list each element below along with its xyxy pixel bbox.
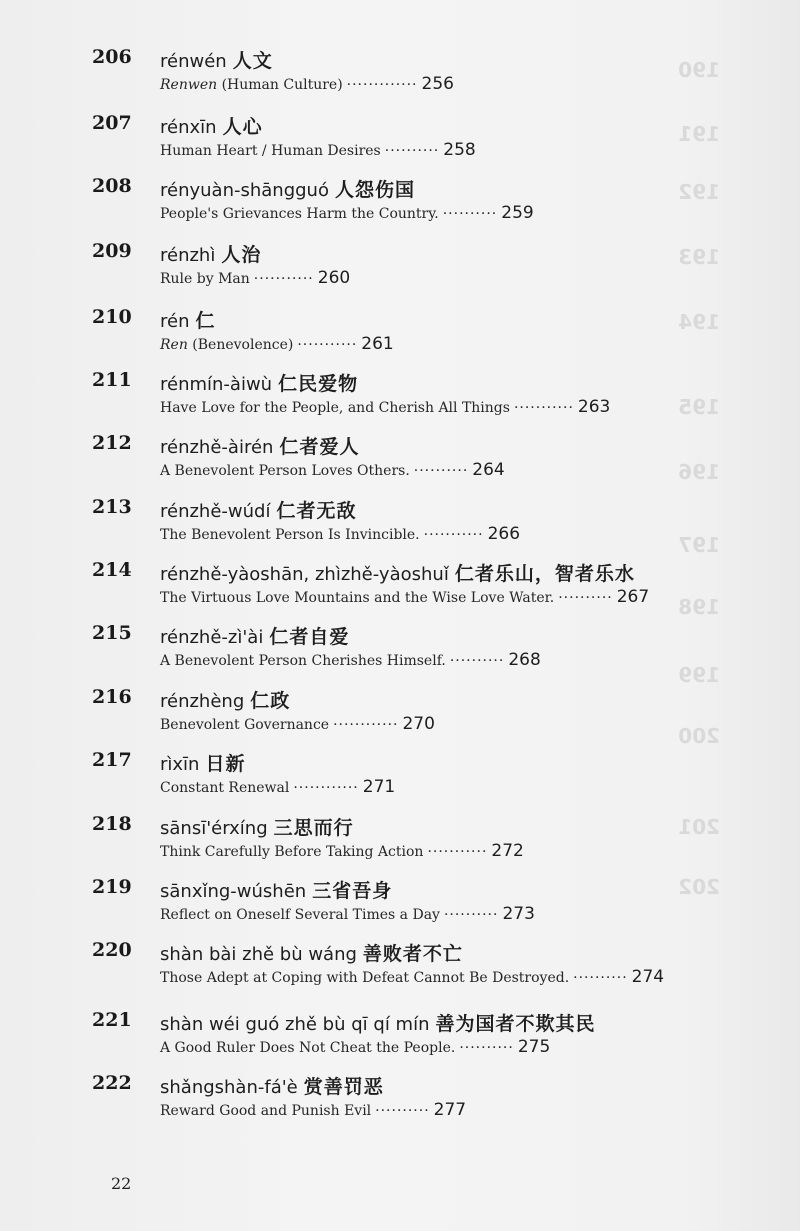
entry-heading: [160, 749, 245, 776]
entry-translation-line: [160, 460, 505, 480]
entry-chinese: 仁者自爱: [269, 626, 350, 648]
entry-number: 208: [92, 175, 132, 197]
entry-chinese: 善败者不亡: [362, 943, 463, 965]
entry-page-number: 258: [443, 140, 476, 160]
entry-pinyin: rén: [160, 311, 190, 332]
toc-entry[interactable]: [0, 240, 800, 300]
entry-title: Reward Good and Punish Evil: [160, 1103, 372, 1119]
entry-heading: [160, 686, 290, 713]
entry-pinyin: sānsī'érxíng: [160, 818, 268, 839]
entry-heading: [160, 1072, 384, 1099]
entry-pinyin: rìxīn: [160, 754, 200, 775]
entry-heading: [160, 46, 273, 73]
entry-number: 215: [92, 622, 132, 644]
entry-chinese: 人心: [222, 116, 263, 138]
entry-number: 211: [92, 369, 132, 391]
entry-page-number: 271: [362, 777, 396, 797]
dot-leader: ··········: [573, 970, 628, 986]
entry-page-number: 256: [421, 74, 454, 94]
entry-number: 221: [92, 1009, 132, 1031]
entry-number: 212: [92, 432, 132, 454]
entry-heading: [160, 369, 358, 396]
entry-pinyin: rénzhě-wúdí: [160, 501, 271, 522]
entry-chinese: 仁者乐山，智者乐水: [454, 563, 635, 585]
entry-number: 222: [92, 1072, 132, 1094]
dot-leader: ···········: [427, 844, 488, 860]
dot-leader: ··········: [449, 653, 505, 669]
entry-chinese: 人文: [232, 50, 273, 72]
entry-page-number: 274: [631, 967, 665, 987]
entry-chinese: 日新: [205, 753, 246, 775]
entry-pinyin: shǎngshàn-fá'è: [160, 1077, 298, 1098]
entry-translation-line: [160, 140, 476, 160]
entry-page-number: 264: [472, 460, 505, 480]
entry-translation-line: [160, 268, 350, 288]
dot-leader: ··········: [442, 206, 498, 222]
entry-page-number: 272: [491, 841, 524, 861]
entry-translation-line: [160, 777, 395, 797]
entry-page-number: 277: [433, 1100, 467, 1120]
toc-entry[interactable]: [0, 813, 800, 873]
dot-leader: ············: [333, 717, 399, 733]
entry-heading: [160, 939, 463, 966]
entry-pinyin: rénzhì: [160, 245, 216, 266]
toc-entry[interactable]: [0, 622, 800, 682]
entry-chinese: 仁者无敌: [276, 500, 357, 522]
toc-entry[interactable]: [0, 112, 800, 172]
toc-entry[interactable]: [0, 1072, 800, 1132]
entry-title-italic: Renwen: [160, 77, 218, 93]
entry-number: 219: [92, 876, 132, 898]
entry-title: Human Heart / Human Desires: [160, 143, 381, 159]
entry-number: 216: [92, 686, 132, 708]
entry-title: Reflect on Oneself Several Times a Day: [160, 907, 440, 923]
entry-heading: [160, 112, 263, 139]
entry-translation-line: [160, 904, 535, 924]
entry-page-number: 259: [501, 203, 534, 223]
entry-heading: [160, 813, 354, 840]
entry-translation-line: [160, 203, 534, 223]
entry-heading: [160, 306, 216, 333]
toc-entry[interactable]: [0, 876, 800, 936]
entry-number: 207: [92, 112, 132, 134]
entry-number: 218: [92, 813, 132, 835]
entry-title: People's Grievances Harm the Country.: [160, 206, 439, 222]
toc-entry[interactable]: [0, 686, 800, 746]
bleed-through-reverse-page: 190 191 192 193 194 195 196 197 198 199 200 201 202: [678, 58, 720, 899]
entry-pinyin: rénxīn: [160, 117, 217, 138]
entry-page-number: 261: [361, 334, 394, 354]
entry-chinese: 人怨伤国: [334, 179, 415, 201]
entry-heading: [160, 1009, 596, 1036]
entry-chinese: 三思而行: [273, 817, 354, 839]
dot-leader: ············: [293, 780, 359, 796]
entry-pinyin: shàn wéi guó zhě bù qī qí mín: [160, 1014, 430, 1035]
entry-page-number: 275: [517, 1037, 551, 1057]
toc-entry[interactable]: [0, 175, 800, 235]
entry-page-number: 268: [508, 650, 541, 670]
entry-number: 209: [92, 240, 132, 262]
toc-entry[interactable]: [0, 432, 800, 492]
entry-translation-line: [160, 714, 435, 734]
toc-entry[interactable]: [0, 749, 800, 809]
entry-translation-line: [160, 334, 394, 354]
entry-pinyin: rénzhèng: [160, 691, 245, 712]
entry-translation-line: [160, 1100, 466, 1120]
entry-translation-line: [160, 524, 520, 544]
entry-title: A Benevolent Person Cherishes Himself.: [160, 653, 446, 669]
entry-title: A Benevolent Person Loves Others.: [160, 463, 410, 479]
dot-leader: ··········: [413, 463, 469, 479]
entry-pinyin: rénwén: [160, 51, 227, 72]
entry-heading: [160, 175, 415, 202]
entry-page-number: 270: [402, 714, 435, 734]
entry-title: The Virtuous Love Mountains and the Wise Love Water.: [160, 590, 555, 606]
entry-pinyin: rénzhě-àirén: [160, 437, 274, 458]
entry-pinyin: rénmín-àiwù: [160, 374, 273, 395]
entry-number: 214: [92, 559, 132, 581]
toc-entry[interactable]: [0, 369, 800, 429]
toc-entry[interactable]: [0, 46, 800, 106]
entry-chinese: 赏善罚恶: [303, 1076, 384, 1098]
toc-entry[interactable]: [0, 1009, 800, 1069]
entry-title: Rule by Man: [160, 271, 250, 287]
entry-heading: [160, 876, 392, 903]
entry-chinese: 仁民爱物: [278, 373, 359, 395]
entry-title: Constant Renewal: [160, 780, 290, 796]
entry-translation-line: [160, 967, 664, 987]
entry-heading: [160, 622, 349, 649]
dot-leader: ··········: [384, 143, 440, 159]
entry-number: 206: [92, 46, 132, 68]
entry-chinese: 仁者爱人: [279, 436, 360, 458]
entry-number: 213: [92, 496, 132, 518]
entry-heading: [160, 559, 635, 586]
dot-leader: ···········: [253, 271, 314, 287]
page-number: 22: [111, 1174, 132, 1193]
dot-leader: ···········: [513, 400, 574, 416]
toc-entry[interactable]: [0, 496, 800, 556]
entry-chinese: 仁: [195, 310, 216, 332]
entry-page-number: 273: [502, 904, 535, 924]
entry-number: 220: [92, 939, 132, 961]
entry-page-number: 263: [577, 397, 611, 417]
dot-leader: ·············: [346, 77, 418, 93]
entry-chinese: 三省吾身: [312, 880, 393, 902]
dot-leader: ··········: [459, 1040, 514, 1056]
entry-pinyin: rénzhě-yàoshān, zhìzhě-yàoshuǐ: [160, 564, 449, 585]
toc-entry[interactable]: [0, 306, 800, 366]
entry-pinyin: sānxǐng-wúshēn: [160, 881, 307, 902]
dot-leader: ··········: [375, 1103, 430, 1119]
entry-translation-line: [160, 841, 524, 861]
toc-entry[interactable]: [0, 939, 800, 999]
entry-translation-line: [160, 587, 649, 607]
entry-pinyin: rénzhě-zì'ài: [160, 627, 264, 648]
entry-title: The Benevolent Person Is Invincible.: [160, 527, 420, 543]
entry-chinese: 人治: [221, 244, 262, 266]
entry-heading: [160, 432, 359, 459]
entry-translation-line: [160, 397, 610, 417]
entry-translation-line: [160, 1037, 550, 1057]
entry-pinyin: shàn bài zhě bù wáng: [160, 944, 357, 965]
entry-pinyin: rényuàn-shāngguó: [160, 180, 329, 201]
entry-page-number: 266: [487, 524, 521, 544]
entry-chinese: 仁政: [250, 690, 291, 712]
entry-heading: [160, 240, 261, 267]
entry-title: (Human Culture): [217, 77, 343, 93]
entry-title: Those Adept at Coping with Defeat Cannot Be Destroyed.: [160, 970, 570, 986]
entry-number: 217: [92, 749, 132, 771]
entry-title-italic: Ren: [160, 337, 188, 353]
entry-heading: [160, 496, 357, 523]
entry-translation-line: [160, 74, 454, 94]
entry-title: Have Love for the People, and Cherish All Things: [160, 400, 510, 416]
entry-title: Think Carefully Before Taking Action: [160, 844, 424, 860]
entry-title: A Good Ruler Does Not Cheat the People.: [160, 1040, 456, 1056]
entry-title: Benevolent Governance: [160, 717, 330, 733]
toc-entry[interactable]: [0, 559, 800, 619]
dot-leader: ···········: [423, 527, 484, 543]
entry-chinese: 善为国者不欺其民: [435, 1013, 596, 1035]
dot-leader: ··········: [443, 907, 499, 923]
entry-number: 210: [92, 306, 132, 328]
entry-page-number: 267: [616, 587, 650, 607]
entry-page-number: 260: [317, 268, 351, 288]
entry-title: (Benevolence): [187, 337, 294, 353]
entry-translation-line: [160, 650, 541, 670]
dot-leader: ··········: [558, 590, 613, 606]
dot-leader: ···········: [297, 337, 358, 353]
